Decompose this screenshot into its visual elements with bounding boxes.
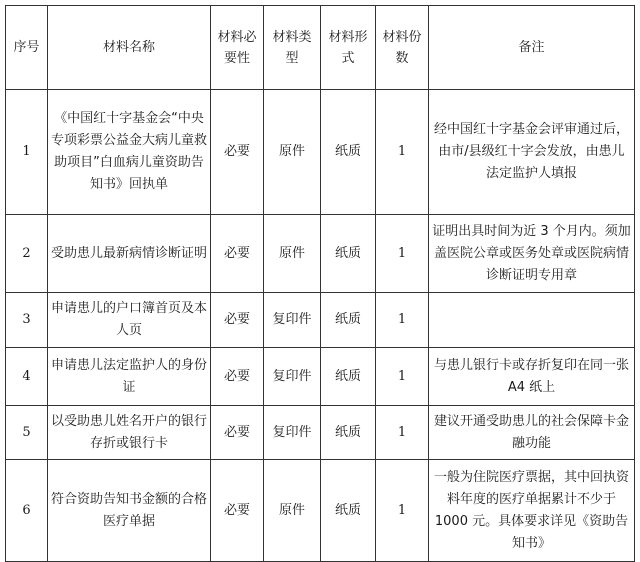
row-required: 必要 [211,406,264,460]
row-required: 必要 [211,293,264,348]
row-index: 1 [6,90,48,215]
row-required: 必要 [211,348,264,406]
row-index: 2 [6,215,48,293]
header-required: 材料必要性 [211,6,264,90]
header-name: 材料名称 [48,6,211,90]
header-type: 材料类型 [264,6,321,90]
row-name: 受助患儿最新病情诊断证明 [48,215,211,293]
row-form: 纸质 [321,90,376,215]
header-remark: 备注 [429,6,635,90]
row-form: 纸质 [321,348,376,406]
row-form: 纸质 [321,460,376,562]
row-copies: 1 [376,406,429,460]
header-form: 材料形式 [321,6,376,90]
table-row [6,215,635,293]
row-name: 申请患儿法定监护人的身份证 [48,348,211,406]
table-row [6,406,635,460]
row-remark: 与患儿银行卡或存折复印在同一张 A4 纸上 [429,348,635,406]
row-copies: 1 [376,90,429,215]
row-name: 以受助患儿姓名开户的银行存折或银行卡 [48,406,211,460]
row-type: 原件 [264,90,321,215]
row-name: 《中国红十字基金会“中央专项彩票公益金大病儿童救助项目”白血病儿童资助告知书》回执单 [48,90,211,215]
row-copies: 1 [376,293,429,348]
table-row [6,460,635,562]
row-remark: 建议开通受助患儿的社会保障卡金融功能 [429,406,635,460]
row-index: 6 [6,460,48,562]
row-index: 5 [6,406,48,460]
row-remark: 证明出具时间为近 3 个月内。须加盖医院公章或医务处章或医院病情诊断证明专用章 [429,215,635,293]
row-copies: 1 [376,348,429,406]
row-required: 必要 [211,90,264,215]
row-type: 复印件 [264,293,321,348]
row-form: 纸质 [321,215,376,293]
row-name: 申请患儿的户口簿首页及本人页 [48,293,211,348]
row-form: 纸质 [321,293,376,348]
table-row [6,90,635,215]
row-type: 复印件 [264,406,321,460]
header-copies: 材料份数 [376,6,429,90]
row-form: 纸质 [321,406,376,460]
row-remark [429,293,635,348]
table-row [6,348,635,406]
row-index: 3 [6,293,48,348]
header-row [6,6,635,90]
row-required: 必要 [211,215,264,293]
row-remark: 经中国红十字基金会评审通过后，由市/县级红十字会发放，由患儿法定监护人填报 [429,90,635,215]
row-required: 必要 [211,460,264,562]
row-name: 符合资助告知书金额的合格医疗单据 [48,460,211,562]
row-copies: 1 [376,215,429,293]
table-row [6,293,635,348]
row-copies: 1 [376,460,429,562]
row-type: 原件 [264,215,321,293]
header-index: 序号 [6,6,48,90]
row-type: 原件 [264,460,321,562]
row-index: 4 [6,348,48,406]
row-remark: 一般为住院医疗票据，其中回执资料年度的医疗单据累计不少于 1000 元。具体要求详见《资助告知书》 [429,460,635,562]
row-type: 复印件 [264,348,321,406]
materials-table [5,5,635,562]
